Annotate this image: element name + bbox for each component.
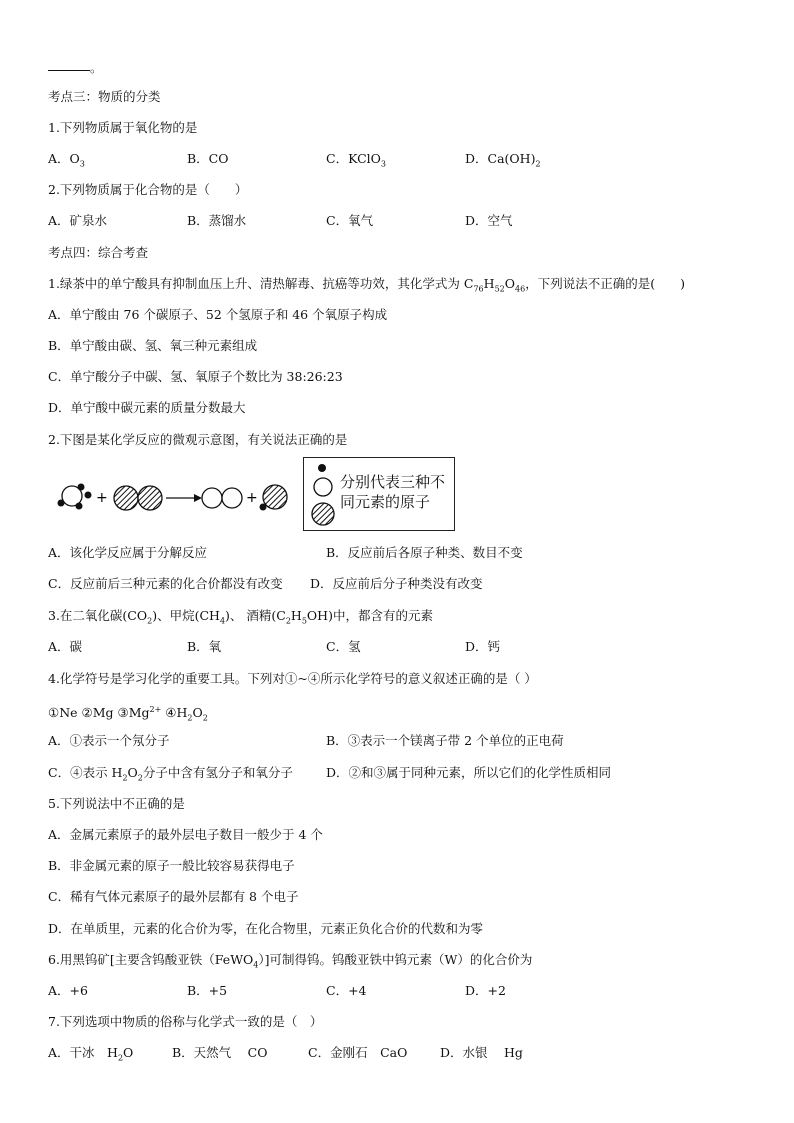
s4-q5-option-a: A．金属元素原子的最外层电子数目一般少于 4 个 [48,827,323,842]
answer-blank-line [48,70,90,71]
s4-q2-option-c: C．反应前后三种元素的化合价都没有改变 [48,576,283,591]
legend-white-atom [314,478,332,496]
reactant-molecule-2 [114,486,162,510]
top-punctuation: 。 [90,60,103,75]
s3-q2-option-b: B．蒸馏水 [187,213,247,228]
s4-q6-option-c: C．+4 [326,983,367,998]
atom-legend-box [303,457,455,531]
s4-q7-option-d: D．水银 Hg [440,1045,523,1060]
s4-q5-option-c: C．稀有气体元素原子的最外层都有 8 个电子 [48,889,299,904]
s4-q1-option-b: B．单宁酸由碳、氢、氧三种元素组成 [48,338,258,353]
s4-q1-option-c: C．单宁酸分子中碳、氢、氧原子个数比为 38:26:23 [48,369,343,384]
s4-q4-option-c: C．④表示 $H_2O_2$分子中含有氢分子和氧分子 [48,765,293,783]
reaction-diagram [50,470,300,520]
s4-q6-option-d: D．+2 [465,983,506,998]
plus-sign-1: + [96,490,108,506]
s4-q7-option-a: A．干冰 $H_2O$ [48,1045,134,1063]
s4-q4-symbols: ①Ne ②Mg $③Mg^{2+}$ $④H_2O_2$ [48,705,208,723]
s3-q2-option-c: C．氧气 [326,213,374,228]
s4-q4-option-a: A．①表示一个氖分子 [48,733,170,748]
s3-q2-stem: 2.下列物质属于化合物的是（ ） [48,182,248,197]
s4-q1-option-a: A．单宁酸由 76 个碳原子、52 个氢原子和 46 个氧原子构成 [48,307,388,322]
s4-q3-option-a: A．碳 [48,639,83,654]
s4-q5-option-b: B．非金属元素的原子一般比较容易获得电子 [48,858,295,873]
s3-q2-option-d: D．空气 [465,213,513,228]
legend-atom-icons [310,460,340,530]
s3-q1-stem: 1.下列物质属于氧化物的是 [48,120,198,135]
s4-q5-stem: 5.下列说法中不正确的是 [48,796,185,811]
s4-q3-option-b: B．氧 [187,639,222,654]
s4-q2-option-a: A．该化学反应属于分解反应 [48,545,208,560]
plus-sign-2: + [246,490,258,506]
s3-q1-option-c: C．KClO$_3$ [326,151,386,169]
s4-q4-option-b: B．③表示一个镁离子带 2 个单位的正电荷 [326,733,564,748]
legend-text: 分别代表三种不同元素的原子 [340,473,446,511]
section-title-4: 考点四：综合考查 [48,245,149,260]
section-title-3: 考点三：物质的分类 [48,89,161,104]
s4-q6-stem: 6.用黑钨矿[主要含钨酸亚铁（FeWO$_4$）]可制得钨。钨酸亚铁中钨元素（W）的化合价为 [48,952,533,970]
product-molecule-2 [260,485,288,511]
s4-q4-option-d: D．②和③属于同种元素，所以它们的化学性质相同 [326,765,612,780]
s4-q2-stem: 2.下图是某化学反应的微观示意图，有关说法正确的是 [48,432,348,447]
s4-q7-stem: 7.下列选项中物质的俗称与化学式一致的是（ ） [48,1014,323,1029]
s4-q3-option-c: C．氢 [326,639,361,654]
s4-q7-option-c: C．金刚石 CaO [308,1045,408,1060]
s4-q7-option-b: B．天然气 CO [172,1045,268,1060]
s3-q1-option-d: D．$Ca(OH)_2$ [465,151,541,169]
s4-q3-stem: 3.在二氧化碳$(CO_2)$、甲烷$(CH_4)$、 酒精$(C_2H_5OH)$中，都含有的元素 [48,608,433,626]
s4-q6-option-b: B．+5 [187,983,228,998]
reactant-molecule-1 [58,484,92,510]
s4-q6-option-a: A．+6 [48,983,88,998]
s4-q1-stem: 1.绿茶中的单宁酸具有抑制血压上升、清热解毒、抗癌等功效，其化学式为 $C_{76}H_{52}O_{46}$，下列说法不正确的是( ) [48,276,685,294]
s4-q2-option-b: B．反应前后各原子种类、数目不变 [326,545,523,560]
reaction-arrow [166,494,202,502]
legend-hatched-atom [312,503,334,525]
s3-q1-option-a: A．$O_3$ [48,151,85,169]
s4-q5-option-d: D．在单质里，元素的化合价为零，在化合物里，元素正负化合价的代数和为零 [48,921,484,936]
s4-q2-option-d: D．反应前后分子种类没有改变 [310,576,483,591]
s4-q1-option-d: D．单宁酸中碳元素的质量分数最大 [48,400,246,415]
s3-q1-option-b: B．CO [187,151,229,166]
s4-q4-stem: 4.化学符号是学习化学的重要工具。下列对①~④所示化学符号的意义叙述正确的是（ ） [48,671,537,686]
legend-small-black-atom [318,464,326,472]
s3-q2-option-a: A．矿泉水 [48,213,108,228]
product-molecule-1 [202,488,242,508]
s4-q3-option-d: D．钙 [465,639,501,654]
